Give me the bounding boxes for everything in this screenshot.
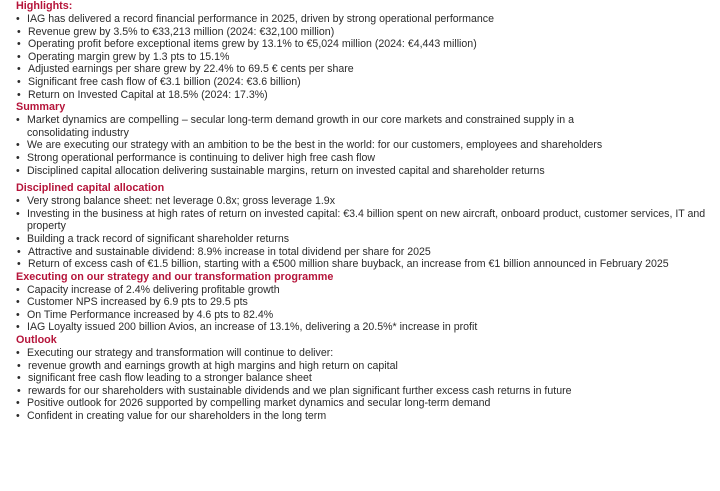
highlights-section	[16, 0, 714, 101]
outlook-section	[16, 334, 714, 423]
list-item: • IAG Loyalty issued 200 billion Avios, an increase of 13.1%, delivering a 20.5%* increase in profit	[16, 321, 714, 334]
list-item: • Return on Invested Capital at 18.5% (2024: 17.3%)	[17, 89, 714, 102]
capital-allocation-section	[16, 182, 714, 271]
list-item: • Significant free cash flow of €3.1 billion (2024: €3.6 billion)	[17, 76, 714, 89]
outlook-heading: Outlook	[16, 334, 57, 347]
list-item: • Strong operational performance is continuing to deliver high free cash flow	[16, 152, 714, 165]
highlights-list	[16, 13, 714, 101]
list-item: • Revenue grew by 3.5% to €33,213 million (2024: €32,100 million)	[17, 26, 714, 39]
list-item: • Return of excess cash of €1.5 billion, starting with a €500 million share buyback, an increase from €1 billion announced in February 2025	[17, 258, 714, 271]
list-item: • Positive outlook for 2026 supported by compelling market dynamics and secular long-term demand	[16, 397, 714, 410]
outlook-sublist-wrap	[16, 360, 714, 398]
executing-heading: Executing on our strategy and our transformation programme	[16, 270, 334, 283]
executing-list	[16, 284, 714, 334]
highlights-sublist-wrap	[16, 26, 714, 102]
list-item: • rewards for our shareholders with sustainable dividends and we plan significant further excess cash returns in future	[17, 385, 714, 398]
list-item: • Market dynamics are compelling – secular long-term demand growth in our core markets and constrained supply in a consolidating industry	[16, 114, 714, 139]
capital-sublist	[17, 246, 714, 271]
capital-allocation-heading: Disciplined capital allocation	[16, 182, 165, 195]
list-item: • Confident in creating value for our shareholders in the long term	[16, 410, 714, 423]
list-item: • Building a track record of significant shareholder returns	[16, 233, 714, 246]
summary-section	[16, 101, 714, 177]
capital-allocation-list	[16, 195, 714, 271]
capital-sublist-wrap	[16, 246, 714, 271]
list-item: • Executing our strategy and transformation will continue to deliver:	[16, 347, 714, 360]
summary-heading: Summary	[16, 101, 66, 114]
list-item: • Very strong balance sheet: net leverage 0.8x; gross leverage 1.9x	[16, 195, 714, 208]
list-item: • Capacity increase of 2.4% delivering profitable growth	[16, 284, 714, 297]
list-item: • We are executing our strategy with an ambition to be the best in the world: for our customers, employees and shareholders	[16, 139, 714, 152]
list-item: • Disciplined capital allocation delivering sustainable margins, return on invested capital and shareholder returns	[16, 165, 714, 178]
executing-section	[16, 271, 714, 334]
outlook-sublist	[17, 360, 714, 398]
highlights-heading: Highlights:	[16, 0, 73, 12]
list-item: • Attractive and sustainable dividend: 8.9% increase in total dividend per share for 2025	[17, 246, 714, 259]
highlights-lead: • IAG has delivered a record financial performance in 2025, driven by strong operational performance	[16, 13, 714, 26]
list-item: • revenue growth and earnings growth at high margins and high return on capital	[17, 360, 714, 373]
highlights-sublist	[17, 26, 714, 102]
list-item: • Customer NPS increased by 6.9 pts to 29.5 pts	[16, 296, 714, 309]
list-item: • On Time Performance increased by 4.6 pts to 82.4%	[16, 309, 714, 322]
list-item: • Operating margin grew by 1.3 pts to 15.1%	[17, 51, 714, 64]
list-item: • Investing in the business at high rates of return on invested capital: €3.4 billion spent on new aircraft, onboard product, customer services, IT and property	[16, 208, 714, 233]
outlook-list	[16, 347, 714, 423]
summary-list	[16, 114, 714, 177]
list-item: • significant free cash flow leading to a stronger balance sheet	[17, 372, 714, 385]
list-item: • Operating profit before exceptional items grew by 13.1% to €5,024 million (2024: €4,443 million)	[17, 38, 714, 51]
list-item: • Adjusted earnings per share grew by 22.4% to 69.5 € cents per share	[17, 63, 714, 76]
